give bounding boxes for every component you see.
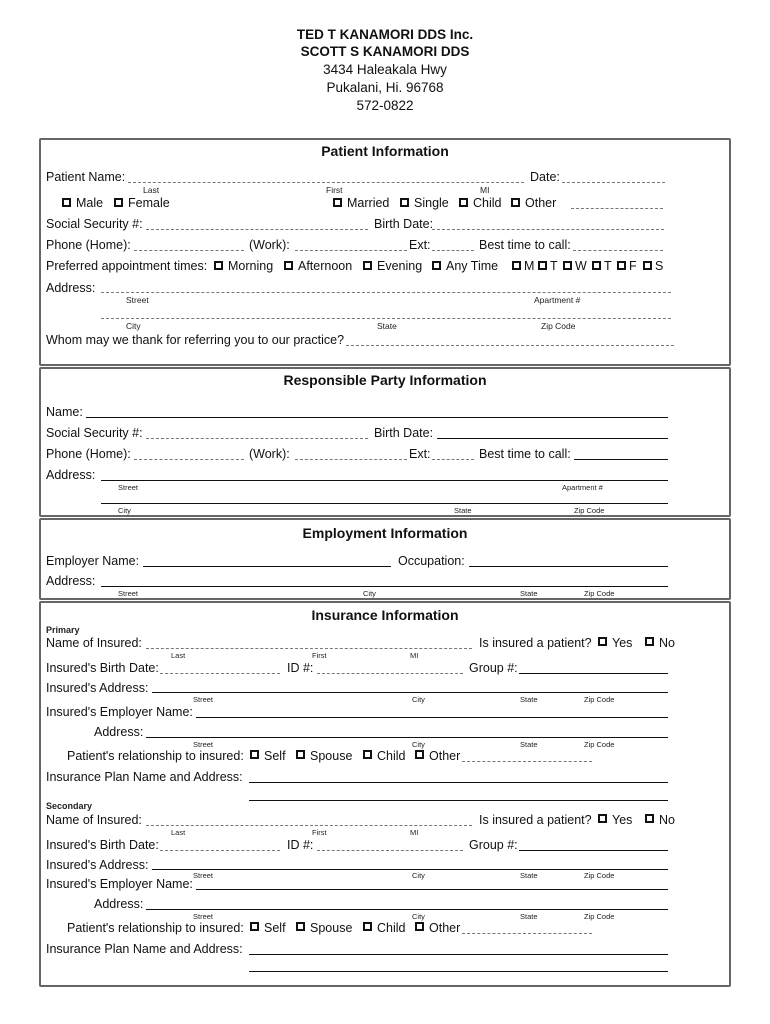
pri-address-label: Insured's Address: — [46, 681, 149, 695]
pri-birth-field[interactable] — [160, 673, 280, 674]
other-checkbox[interactable] — [511, 198, 520, 207]
best-time-label: Best time to call: — [479, 238, 571, 252]
pri-state-caption: State — [520, 695, 538, 704]
pri-city-caption: City — [412, 695, 425, 704]
pri-mi-caption: MI — [410, 651, 419, 660]
pri-address-field[interactable] — [152, 692, 668, 693]
state-caption: State — [377, 321, 397, 331]
resp-birth-label: Birth Date: — [374, 426, 434, 440]
day-s-label: S — [655, 259, 664, 273]
any-time-label: Any Time — [446, 259, 499, 273]
primary-label: Primary — [46, 625, 80, 635]
practice-name: TED T KANAMORI DDS Inc. — [296, 27, 474, 42]
zip-caption: Zip Code — [541, 321, 576, 331]
pri-no-label: No — [659, 636, 675, 650]
pri-child-checkbox[interactable] — [363, 750, 372, 759]
sec-birth-field[interactable] — [160, 850, 280, 851]
pri-name-insured-field[interactable] — [146, 648, 472, 649]
pri-plan-field-1[interactable] — [249, 782, 668, 783]
day-f-checkbox[interactable] — [617, 261, 626, 270]
occupation-field[interactable] — [469, 566, 668, 567]
married-label: Married — [347, 196, 390, 210]
employer-name-field[interactable] — [143, 566, 391, 567]
afternoon-checkbox[interactable] — [284, 261, 293, 270]
sec-spouse-checkbox[interactable] — [296, 922, 305, 931]
pri-employer-field[interactable] — [196, 717, 668, 718]
ext-field[interactable] — [432, 250, 474, 251]
emp-city-caption: City — [363, 589, 376, 598]
sec-id-label: ID #: — [287, 838, 314, 852]
evening-label: Evening — [377, 259, 423, 273]
pri-other-checkbox[interactable] — [415, 750, 424, 759]
date-label: Date: — [530, 170, 560, 184]
male-label: Male — [76, 196, 104, 210]
pri-group-label: Group #: — [469, 661, 518, 675]
sec-other-field[interactable] — [462, 933, 592, 934]
sec-other-label: Other — [429, 921, 461, 935]
married-checkbox[interactable] — [333, 198, 342, 207]
occupation-label: Occupation: — [398, 554, 465, 568]
pri-id-label: ID #: — [287, 661, 314, 675]
evening-checkbox[interactable] — [363, 261, 372, 270]
patient-section-title: Patient Information — [321, 143, 449, 159]
pri-spouse-checkbox[interactable] — [296, 750, 305, 759]
sec-first-caption: First — [312, 828, 327, 837]
pri-is-patient-label: Is insured a patient? — [479, 636, 592, 650]
referral-label: Whom may we thank for referring you to our practice? — [46, 333, 345, 347]
preferred-times-label: Preferred appointment times: — [46, 259, 208, 273]
resp-city-field[interactable] — [101, 503, 668, 504]
ssn-field[interactable] — [146, 229, 368, 230]
pri-self-checkbox[interactable] — [250, 750, 259, 759]
sec-is-patient-label: Is insured a patient? — [479, 813, 592, 827]
pri-birth-label: Insured's Birth Date: — [46, 661, 159, 675]
pri-emp-address-label: Address: — [94, 725, 144, 739]
sec-birth-label: Insured's Birth Date: — [46, 838, 159, 852]
resp-ext-label: Ext: — [409, 447, 431, 461]
female-label: Female — [128, 196, 170, 210]
pri-emp-zip-caption: Zip Code — [584, 740, 615, 749]
pri-yes-checkbox[interactable] — [598, 637, 607, 646]
responsible-section — [39, 367, 731, 517]
pri-plan-label: Insurance Plan Name and Address: — [46, 770, 243, 784]
child-checkbox[interactable] — [459, 198, 468, 207]
sec-id-field[interactable] — [317, 850, 463, 851]
resp-phone-home-field[interactable] — [134, 459, 244, 460]
pri-child-label: Child — [377, 749, 406, 763]
emp-zip-caption: Zip Code — [584, 589, 615, 598]
sec-plan-field-2[interactable] — [249, 971, 668, 972]
pri-first-caption: First — [312, 651, 327, 660]
day-t2-label: T — [604, 259, 612, 273]
day-t1-label: T — [550, 259, 558, 273]
sec-group-field[interactable] — [519, 850, 668, 851]
sec-group-label: Group #: — [469, 838, 518, 852]
patient-name-field[interactable] — [128, 182, 524, 183]
sec-plan-field-1[interactable] — [249, 954, 668, 955]
ext-label: Ext: — [409, 238, 431, 252]
sec-name-insured-field[interactable] — [146, 825, 472, 826]
child-label: Child — [473, 196, 502, 210]
employer-name-label: Employer Name: — [46, 554, 140, 568]
patient-name-label: Patient Name: — [46, 170, 126, 184]
pri-name-insured-label: Name of Insured: — [46, 636, 142, 650]
pri-emp-state-caption: State — [520, 740, 538, 749]
pri-spouse-label: Spouse — [310, 749, 353, 763]
address-street: 3434 Haleakala Hwy — [323, 62, 447, 77]
day-m-checkbox[interactable] — [512, 261, 521, 270]
pri-street-caption: Street — [193, 695, 214, 704]
pri-plan-field-2[interactable] — [249, 800, 668, 801]
sec-street-caption: Street — [193, 871, 214, 880]
insurance-section-title: Insurance Information — [311, 607, 459, 623]
sec-emp-zip-caption: Zip Code — [584, 912, 615, 921]
afternoon-label: Afternoon — [298, 259, 353, 273]
male-checkbox[interactable] — [62, 198, 71, 207]
other-label: Other — [525, 196, 557, 210]
ssn-label: Social Security #: — [46, 217, 143, 231]
resp-work-field[interactable] — [295, 459, 407, 460]
resp-apartment-caption: Apartment # — [562, 483, 603, 492]
pri-employer-label: Insured's Employer Name: — [46, 705, 193, 719]
sec-last-caption: Last — [171, 828, 186, 837]
day-t2-checkbox[interactable] — [592, 261, 601, 270]
sec-emp-city-caption: City — [412, 912, 425, 921]
pri-id-field[interactable] — [317, 673, 463, 674]
sec-no-label: No — [659, 813, 675, 827]
sec-spouse-label: Spouse — [310, 921, 353, 935]
emp-address-label: Address: — [46, 574, 96, 588]
day-t1-checkbox[interactable] — [538, 261, 547, 270]
resp-street-field[interactable] — [101, 480, 668, 481]
pri-zip-caption: Zip Code — [584, 695, 615, 704]
any-time-checkbox[interactable] — [432, 261, 441, 270]
city-caption: City — [126, 321, 141, 331]
first-caption: First — [326, 185, 343, 195]
resp-name-label: Name: — [46, 405, 83, 419]
best-time-field[interactable] — [573, 250, 663, 251]
resp-state-caption: State — [454, 506, 472, 515]
sec-state-caption: State — [520, 871, 538, 880]
sec-child-label: Child — [377, 921, 406, 935]
day-s-checkbox[interactable] — [643, 261, 652, 270]
pri-group-field[interactable] — [519, 673, 668, 674]
referral-field[interactable] — [346, 345, 674, 346]
pri-emp-city-caption: City — [412, 740, 425, 749]
resp-zip-caption: Zip Code — [574, 506, 605, 515]
resp-work-label: (Work): — [249, 447, 290, 461]
day-f-label: F — [629, 259, 637, 273]
sec-city-caption: City — [412, 871, 425, 880]
resp-best-time-field[interactable] — [574, 459, 668, 460]
pri-relationship-label: Patient's relationship to insured: — [67, 749, 244, 763]
emp-state-caption: State — [520, 589, 538, 598]
pri-emp-street-caption: Street — [193, 740, 214, 749]
sec-plan-label: Insurance Plan Name and Address: — [46, 942, 243, 956]
morning-label: Morning — [228, 259, 274, 273]
resp-best-time-label: Best time to call: — [479, 447, 571, 461]
resp-city-caption: City — [118, 506, 131, 515]
address-city: Pukalani, Hi. 96768 — [326, 80, 444, 95]
day-m-label: M — [524, 259, 535, 273]
resp-ext-field[interactable] — [432, 459, 474, 460]
morning-checkbox[interactable] — [214, 261, 223, 270]
pri-yes-label: Yes — [612, 636, 633, 650]
pri-other-field[interactable] — [462, 761, 592, 762]
phone-home-field[interactable] — [134, 250, 244, 251]
sec-yes-checkbox[interactable] — [598, 814, 607, 823]
phone-number: 572-0822 — [356, 98, 414, 113]
resp-birth-field[interactable] — [437, 438, 668, 439]
sec-self-checkbox[interactable] — [250, 922, 259, 931]
sec-emp-state-caption: State — [520, 912, 538, 921]
single-checkbox[interactable] — [400, 198, 409, 207]
day-w-label: W — [575, 259, 587, 273]
mi-caption: MI — [480, 185, 490, 195]
sec-emp-address-field[interactable] — [146, 909, 668, 910]
single-label: Single — [414, 196, 449, 210]
sec-self-label: Self — [264, 921, 286, 935]
phone-home-label: Phone (Home): — [46, 238, 131, 252]
sec-employer-field[interactable] — [196, 889, 668, 890]
sec-employer-label: Insured's Employer Name: — [46, 877, 193, 891]
resp-phone-home-label: Phone (Home): — [46, 447, 131, 461]
date-field[interactable] — [562, 182, 665, 183]
employment-section-title: Employment Information — [302, 525, 468, 541]
dentist-name: SCOTT S KANAMORI DDS — [300, 44, 470, 59]
secondary-label: Secondary — [46, 801, 93, 811]
sec-child-checkbox[interactable] — [363, 922, 372, 931]
birth-date-label: Birth Date: — [374, 217, 434, 231]
female-checkbox[interactable] — [114, 198, 123, 207]
address-label: Address: — [46, 281, 96, 295]
street-address-field[interactable] — [101, 292, 671, 293]
pri-other-label: Other — [429, 749, 461, 763]
sec-emp-street-caption: Street — [193, 912, 214, 921]
resp-address-label: Address: — [46, 468, 96, 482]
sec-emp-address-label: Address: — [94, 897, 144, 911]
emp-address-field[interactable] — [101, 586, 668, 587]
day-w-checkbox[interactable] — [563, 261, 572, 270]
resp-ssn-label: Social Security #: — [46, 426, 143, 440]
resp-ssn-field[interactable] — [146, 438, 368, 439]
birth-date-field[interactable] — [432, 229, 664, 230]
sec-other-checkbox[interactable] — [415, 922, 424, 931]
pri-self-label: Self — [264, 749, 286, 763]
pri-no-checkbox[interactable] — [645, 637, 654, 646]
emp-street-caption: Street — [118, 589, 139, 598]
sec-address-label: Insured's Address: — [46, 858, 149, 872]
work-label: (Work): — [249, 238, 290, 252]
sec-no-checkbox[interactable] — [645, 814, 654, 823]
responsible-section-title: Responsible Party Information — [283, 372, 487, 388]
sec-zip-caption: Zip Code — [584, 871, 615, 880]
apartment-caption: Apartment # — [534, 295, 581, 305]
pri-last-caption: Last — [171, 651, 186, 660]
street-caption: Street — [126, 295, 149, 305]
sec-mi-caption: MI — [410, 828, 419, 837]
work-phone-field[interactable] — [295, 250, 407, 251]
other-status-field[interactable] — [571, 208, 663, 209]
sec-address-field[interactable] — [152, 869, 668, 870]
pri-emp-address-field[interactable] — [146, 737, 668, 738]
resp-street-caption: Street — [118, 483, 139, 492]
sec-relationship-label: Patient's relationship to insured: — [67, 921, 244, 935]
city-state-zip-field[interactable] — [101, 318, 671, 319]
resp-name-field[interactable] — [86, 417, 668, 418]
sec-yes-label: Yes — [612, 813, 633, 827]
last-caption: Last — [143, 185, 160, 195]
sec-name-insured-label: Name of Insured: — [46, 813, 142, 827]
patient-section — [39, 138, 731, 366]
